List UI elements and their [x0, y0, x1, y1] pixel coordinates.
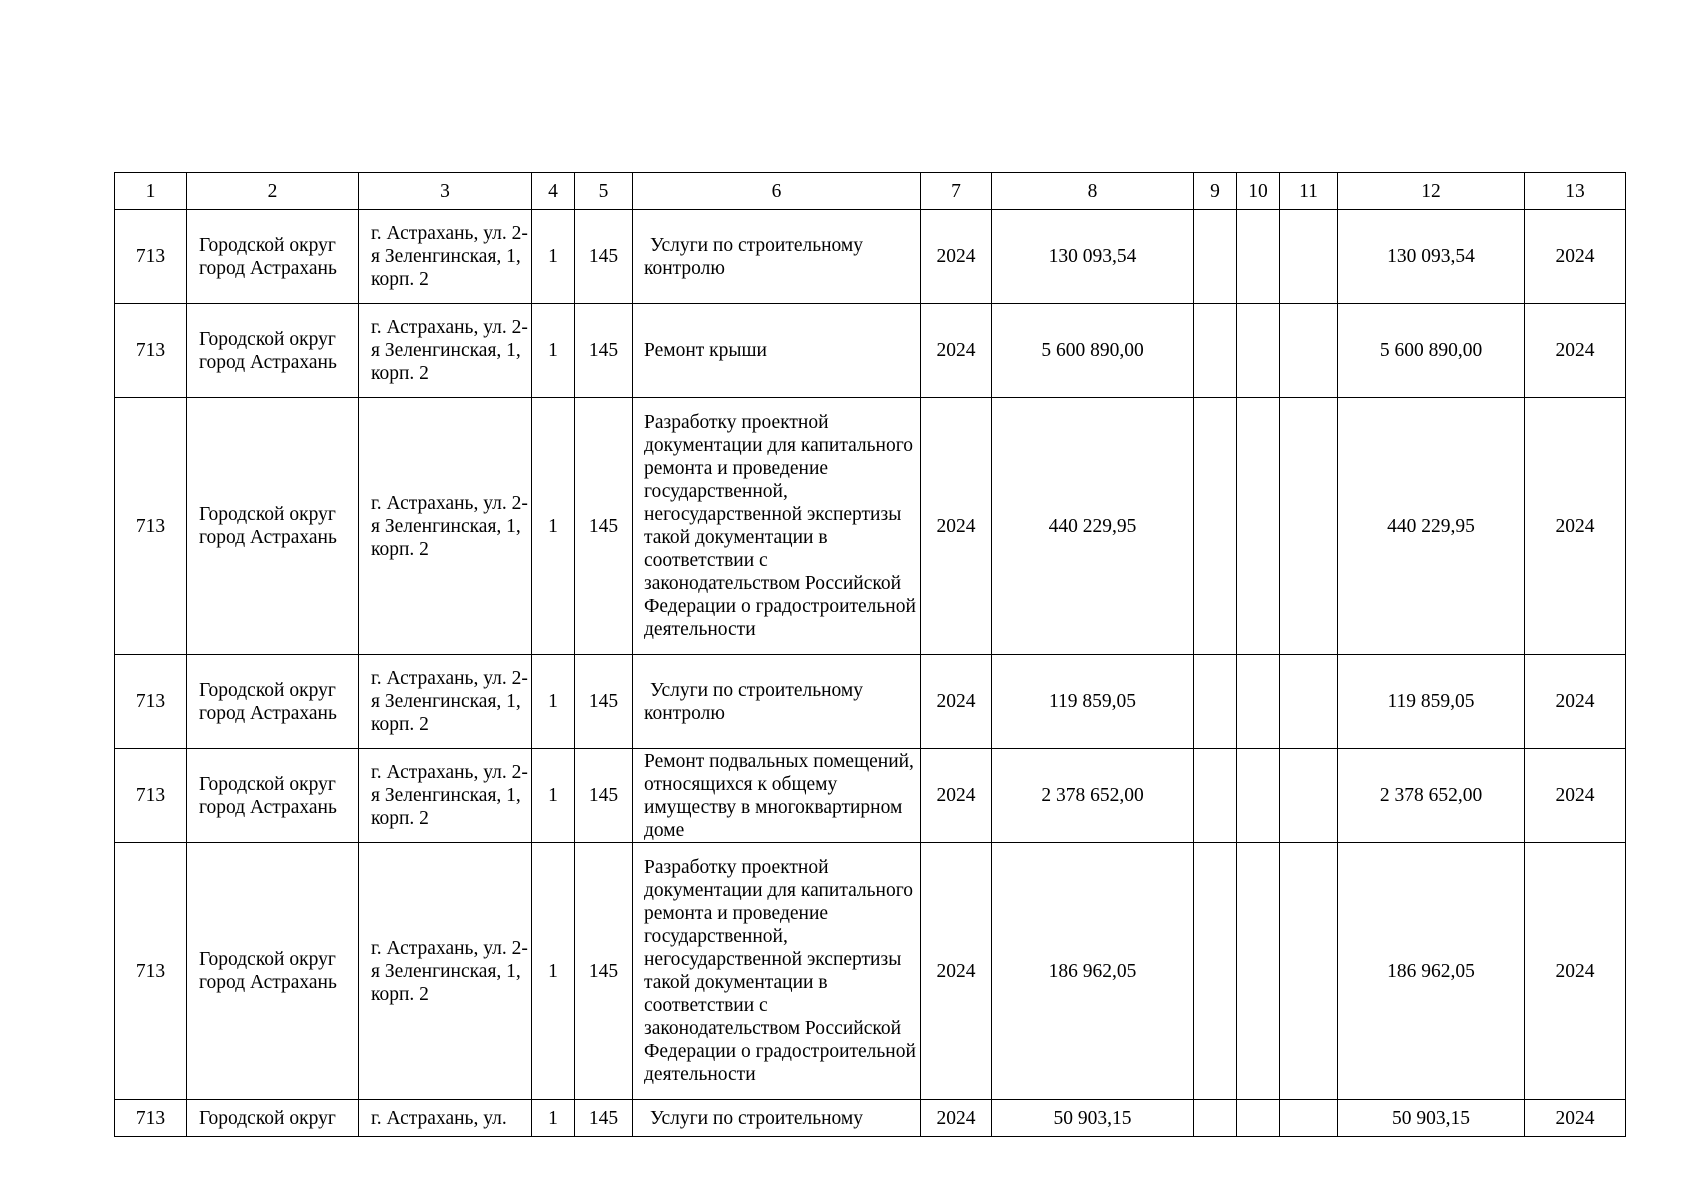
col5-cell: 145: [575, 398, 633, 655]
col10-cell: [1237, 843, 1280, 1100]
col5-cell: 145: [575, 1100, 633, 1137]
table-row: [115, 1100, 1626, 1137]
work-type-cell: Ремонт подвальных помещений, относящихся к общему имуществу в многоквартирном доме: [633, 749, 921, 843]
col9-cell: [1194, 210, 1237, 304]
row-number-cell: 713: [115, 749, 187, 843]
col4-cell: 1: [532, 210, 575, 304]
completion-year-cell: 2024: [1525, 655, 1626, 749]
year-cell: 2024: [921, 210, 992, 304]
cost-cell: 440 229,95: [992, 398, 1194, 655]
table-row: [115, 749, 1626, 843]
municipality-cell: Городской округ город Астрахань: [187, 843, 359, 1100]
address-cell: г. Астрахань, ул. 2-я Зеленгинская, 1, корп. 2: [359, 843, 532, 1100]
address-cell: г. Астрахань, ул.: [359, 1100, 532, 1137]
municipality-cell: Городской округ город Астрахань: [187, 210, 359, 304]
year-cell: 2024: [921, 304, 992, 398]
col11-cell: [1280, 210, 1338, 304]
col10-cell: [1237, 304, 1280, 398]
row-number-cell: 713: [115, 398, 187, 655]
completion-year-cell: 2024: [1525, 749, 1626, 843]
row-number-cell: 713: [115, 210, 187, 304]
header-cell: 6: [633, 173, 921, 210]
work-type-cell: Ремонт крыши: [633, 304, 921, 398]
col4-cell: 1: [532, 749, 575, 843]
row-number-cell: 713: [115, 655, 187, 749]
col9-cell: [1194, 1100, 1237, 1137]
col9-cell: [1194, 843, 1237, 1100]
table-row: [115, 398, 1626, 655]
header-cell: 7: [921, 173, 992, 210]
municipality-cell: Городской округ город Астрахань: [187, 655, 359, 749]
total-cost-cell: 2 378 652,00: [1338, 749, 1525, 843]
header-cell: 12: [1338, 173, 1525, 210]
col11-cell: [1280, 749, 1338, 843]
col4-cell: 1: [532, 304, 575, 398]
row-number-cell: 713: [115, 843, 187, 1100]
header-cell: 3: [359, 173, 532, 210]
table-row: [115, 210, 1626, 304]
cost-cell: 5 600 890,00: [992, 304, 1194, 398]
cost-cell: 50 903,15: [992, 1100, 1194, 1137]
header-cell: 5: [575, 173, 633, 210]
header-cell: 13: [1525, 173, 1626, 210]
col4-cell: 1: [532, 398, 575, 655]
completion-year-cell: 2024: [1525, 210, 1626, 304]
work-type-text: Услуги по строительному: [650, 1107, 864, 1129]
completion-year-cell: 2024: [1525, 304, 1626, 398]
col10-cell: [1237, 749, 1280, 843]
col10-cell: [1237, 655, 1280, 749]
col5-cell: 145: [575, 210, 633, 304]
cost-cell: 2 378 652,00: [992, 749, 1194, 843]
work-type-cell: [633, 655, 921, 749]
municipality-cell: Городской округ город Астрахань: [187, 749, 359, 843]
col9-cell: [1194, 749, 1237, 843]
col11-cell: [1280, 304, 1338, 398]
year-cell: 2024: [921, 749, 992, 843]
address-cell: г. Астрахань, ул. 2-я Зеленгинская, 1, корп. 2: [359, 398, 532, 655]
municipality-cell: Городской округ город Астрахань: [187, 398, 359, 655]
header-cell: 11: [1280, 173, 1338, 210]
col5-cell: 145: [575, 843, 633, 1100]
work-type-text: Услуги по строительному контролю: [644, 679, 864, 724]
header-cell: 4: [532, 173, 575, 210]
work-type-text: Услуги по строительному контролю: [644, 234, 864, 279]
column-number-header-row: [115, 173, 1626, 210]
total-cost-cell: 130 093,54: [1338, 210, 1525, 304]
header-cell: 2: [187, 173, 359, 210]
total-cost-cell: 119 859,05: [1338, 655, 1525, 749]
header-cell: 1: [115, 173, 187, 210]
header-cell: 9: [1194, 173, 1237, 210]
col11-cell: [1280, 843, 1338, 1100]
col9-cell: [1194, 655, 1237, 749]
table-row: [115, 843, 1626, 1100]
col4-cell: 1: [532, 1100, 575, 1137]
col10-cell: [1237, 210, 1280, 304]
total-cost-cell: 50 903,15: [1338, 1100, 1525, 1137]
completion-year-cell: 2024: [1525, 843, 1626, 1100]
completion-year-cell: 2024: [1525, 398, 1626, 655]
header-cell: 10: [1237, 173, 1280, 210]
col5-cell: 145: [575, 304, 633, 398]
col10-cell: [1237, 398, 1280, 655]
work-type-cell: [633, 210, 921, 304]
year-cell: 2024: [921, 1100, 992, 1137]
total-cost-cell: 5 600 890,00: [1338, 304, 1525, 398]
row-number-cell: 713: [115, 1100, 187, 1137]
col11-cell: [1280, 398, 1338, 655]
total-cost-cell: 440 229,95: [1338, 398, 1525, 655]
address-cell: г. Астрахань, ул. 2-я Зеленгинская, 1, корп. 2: [359, 655, 532, 749]
cost-cell: 186 962,05: [992, 843, 1194, 1100]
municipality-cell: Городской округ город Астрахань: [187, 304, 359, 398]
address-cell: г. Астрахань, ул. 2-я Зеленгинская, 1, корп. 2: [359, 749, 532, 843]
row-number-cell: 713: [115, 304, 187, 398]
header-cell: 8: [992, 173, 1194, 210]
col5-cell: 145: [575, 749, 633, 843]
col11-cell: [1280, 1100, 1338, 1137]
table-row: [115, 655, 1626, 749]
work-type-cell: Разработку проектной документации для капитального ремонта и проведение государственной, негосударственной экспертизы такой документации в соответствии с законодательством Российской Федерации о градостроительной деятельности: [633, 398, 921, 655]
col5-cell: 145: [575, 655, 633, 749]
col4-cell: 1: [532, 655, 575, 749]
work-type-cell: Разработку проектной документации для капитального ремонта и проведение государственной, негосударственной экспертизы такой документации в соответствии с законодательством Российской Федерации о градостроительной деятельности: [633, 843, 921, 1100]
table-row: [115, 304, 1626, 398]
work-type-cell: [633, 1100, 921, 1137]
repair-program-table: [114, 172, 1626, 1137]
municipality-cell: Городской округ: [187, 1100, 359, 1137]
completion-year-cell: 2024: [1525, 1100, 1626, 1137]
col11-cell: [1280, 655, 1338, 749]
cost-cell: 119 859,05: [992, 655, 1194, 749]
address-cell: г. Астрахань, ул. 2-я Зеленгинская, 1, корп. 2: [359, 304, 532, 398]
col9-cell: [1194, 304, 1237, 398]
total-cost-cell: 186 962,05: [1338, 843, 1525, 1100]
col4-cell: 1: [532, 843, 575, 1100]
year-cell: 2024: [921, 843, 992, 1100]
col9-cell: [1194, 398, 1237, 655]
year-cell: 2024: [921, 655, 992, 749]
year-cell: 2024: [921, 398, 992, 655]
col10-cell: [1237, 1100, 1280, 1137]
cost-cell: 130 093,54: [992, 210, 1194, 304]
address-cell: г. Астрахань, ул. 2-я Зеленгинская, 1, корп. 2: [359, 210, 532, 304]
